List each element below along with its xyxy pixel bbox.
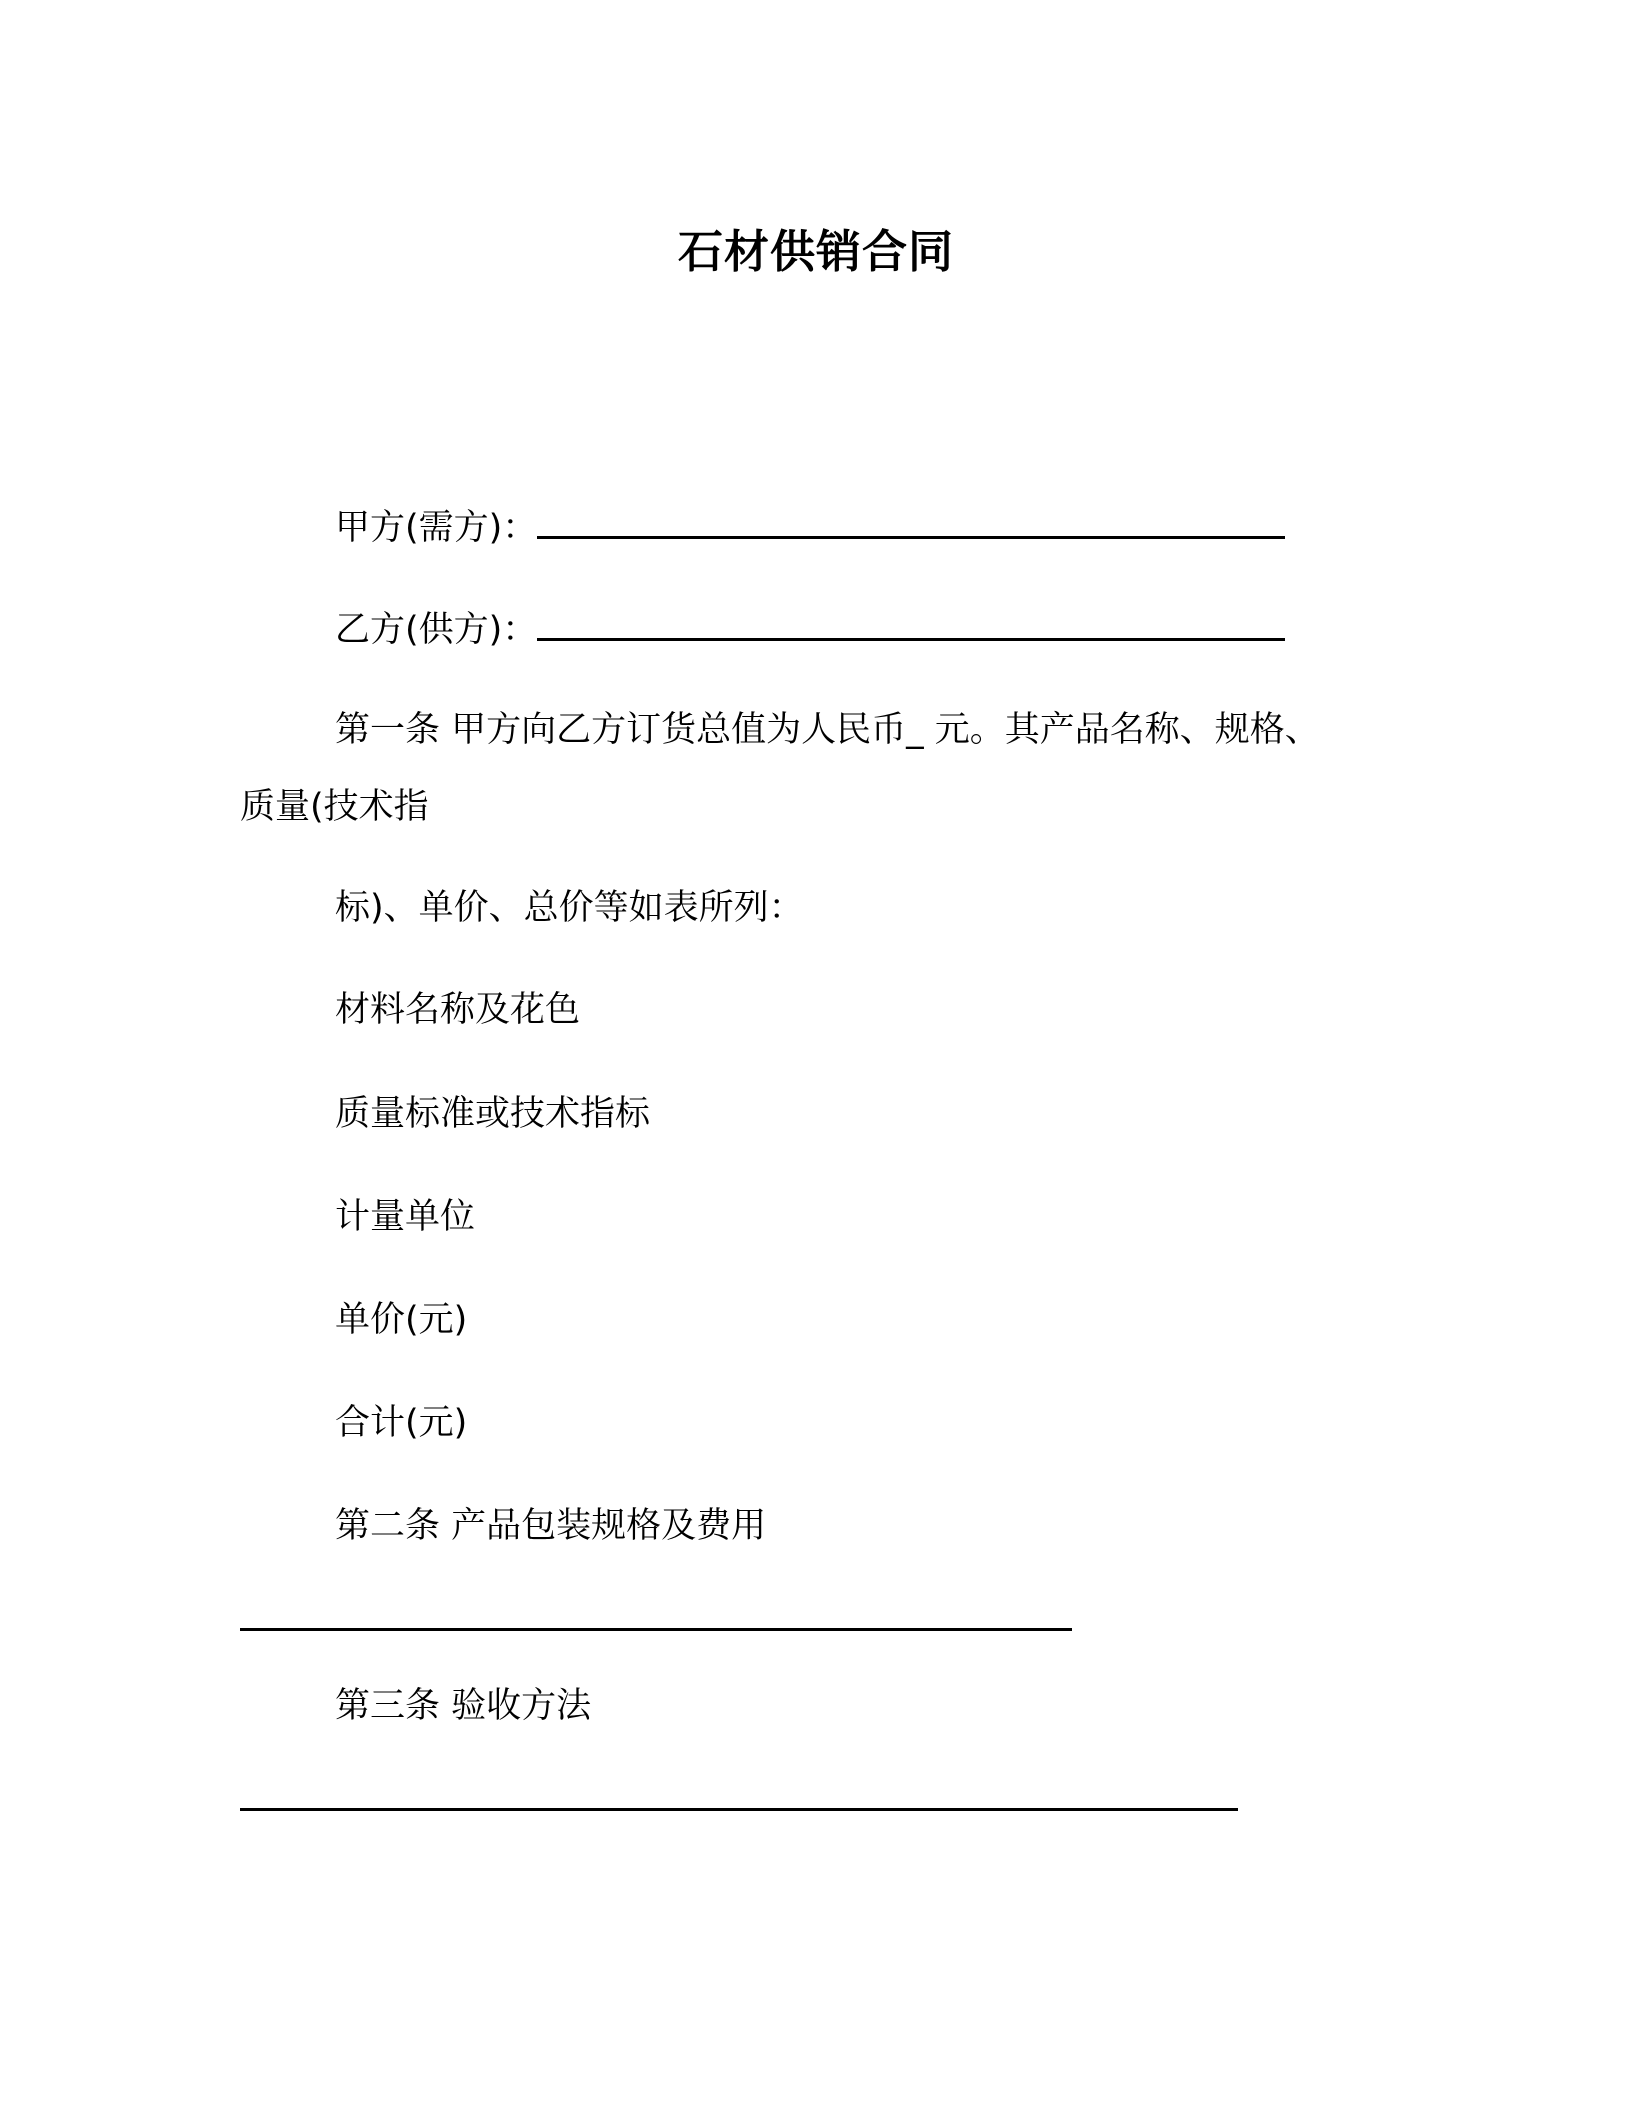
- party-b-blank[interactable]: [537, 608, 1285, 641]
- party-b-label: 乙方(供方)：: [335, 610, 538, 650]
- article-3: 第三条 验收方法: [335, 1686, 592, 1726]
- table-header-unit-price: 单价(元): [335, 1300, 468, 1340]
- article-3-blank-line[interactable]: [240, 1808, 1238, 1811]
- article-2: 第二条 产品包装规格及费用: [335, 1506, 767, 1546]
- party-b-line: [335, 606, 1285, 654]
- article-1-line-3: 标)、单价、总价等如表所列：: [335, 888, 804, 928]
- table-header-quality: 质量标准或技术指标: [335, 1094, 651, 1134]
- table-header-unit: 计量单位: [335, 1197, 476, 1237]
- article-1-text-a: 第一条 甲方向乙方订货总值为人民币: [335, 710, 907, 750]
- table-header-total: 合计(元): [335, 1403, 468, 1443]
- document-title: 石材供销合同: [677, 225, 954, 278]
- party-a-label: 甲方(需方)：: [335, 508, 538, 548]
- article-1-line-2: 质量(技术指: [240, 787, 429, 827]
- article-1-amount-blank: _: [906, 710, 924, 750]
- article-1-text-b: 元。其产品名称、规格、: [923, 710, 1320, 750]
- table-header-material: 材料名称及花色: [335, 990, 581, 1030]
- party-a-blank[interactable]: [537, 506, 1285, 539]
- party-a-line: [335, 504, 1285, 552]
- article-1-line-1: [335, 706, 1320, 754]
- article-2-blank-line[interactable]: [240, 1628, 1072, 1631]
